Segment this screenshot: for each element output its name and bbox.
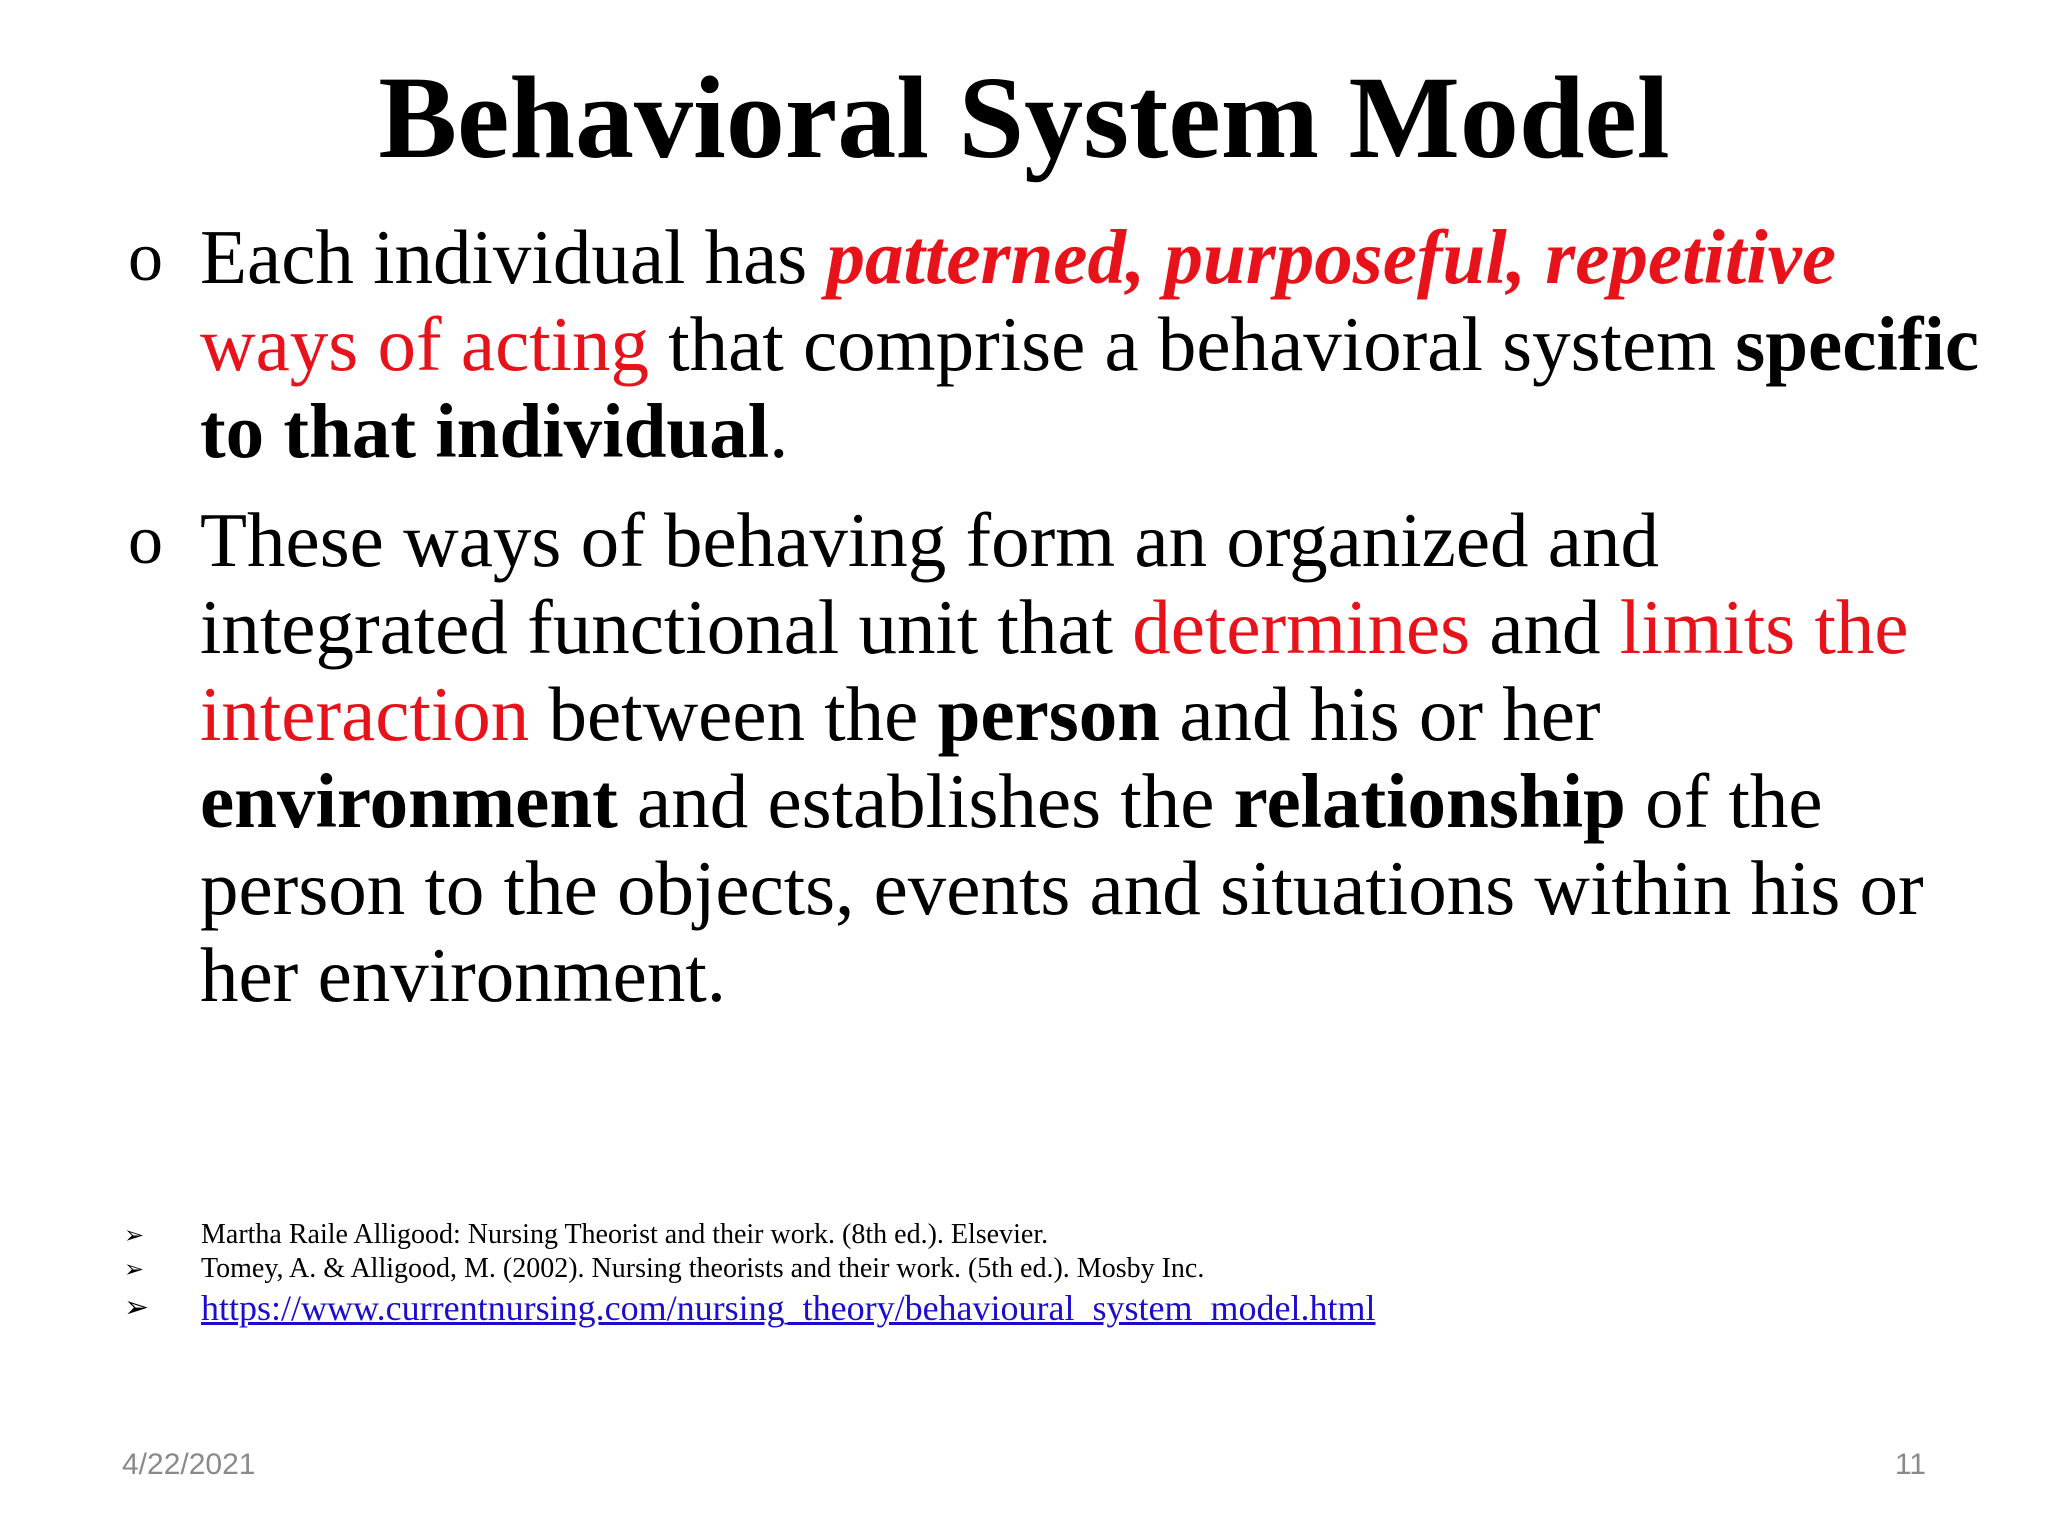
emphasis-repetitive: repetitive <box>1545 214 1837 300</box>
text-segment: and his or her <box>1160 671 1601 757</box>
bold-person: person <box>937 671 1161 757</box>
reference-text: Tomey, A. & Alligood, M. (2002). Nursing theorists and their work. (5th ed.). Mosby Inc. <box>201 1253 1205 1284</box>
reference-item <box>124 1218 1724 1252</box>
text-segment: , <box>1506 214 1546 300</box>
highlight-determines: determines <box>1132 584 1471 670</box>
text-segment: , <box>1125 214 1165 300</box>
highlight-ways-of-acting: ways of acting <box>200 301 650 387</box>
bullet-text-1 <box>200 214 1980 475</box>
reference-text: Martha Raile Alligood: Nursing Theorist and their work. (8th ed.). Elsevier. <box>201 1219 1049 1250</box>
bullet-marker: o <box>128 502 163 579</box>
highlight-limits-interaction: limits the interaction <box>200 584 1909 757</box>
text-segment: and establishes the <box>617 758 1234 844</box>
arrow-bullet-icon: ➢ <box>124 1221 145 1249</box>
bold-relationship: relationship <box>1233 758 1626 844</box>
reference-link[interactable]: https://www.currentnursing.com/nursing_theory/behavioural_system_model.html <box>201 1288 1376 1328</box>
slide-page-number: 11 <box>1894 1448 1926 1481</box>
text-segment: and <box>1470 584 1620 670</box>
bold-specific-individual: specific to that individual <box>200 301 1980 474</box>
text-segment: of the person to the objects, events and situations within his or her environment. <box>200 758 1924 1018</box>
text-segment: that comprise a behavioral system <box>649 301 1736 387</box>
arrow-bullet-icon: ➢ <box>124 1290 150 1325</box>
text-segment: These ways of behaving form an organized and integrated functional unit that <box>200 497 1659 670</box>
slide-title: Behavioral System Model <box>378 52 1670 183</box>
reference-item <box>124 1252 1724 1286</box>
bullet-marker: o <box>128 219 163 296</box>
text-segment: . <box>769 388 789 474</box>
text-segment: between the <box>529 671 938 757</box>
slide-date: 4/22/2021 <box>122 1448 256 1481</box>
bold-environment: environment <box>200 758 618 844</box>
arrow-bullet-icon: ➢ <box>124 1255 145 1283</box>
emphasis-patterned: patterned <box>826 214 1126 300</box>
emphasis-purposeful: purposeful <box>1164 214 1507 300</box>
reference-item <box>124 1286 1724 1330</box>
references-list <box>124 1218 1724 1330</box>
text-segment: Each individual has <box>200 214 827 300</box>
bullet-text-2 <box>200 497 1980 1019</box>
